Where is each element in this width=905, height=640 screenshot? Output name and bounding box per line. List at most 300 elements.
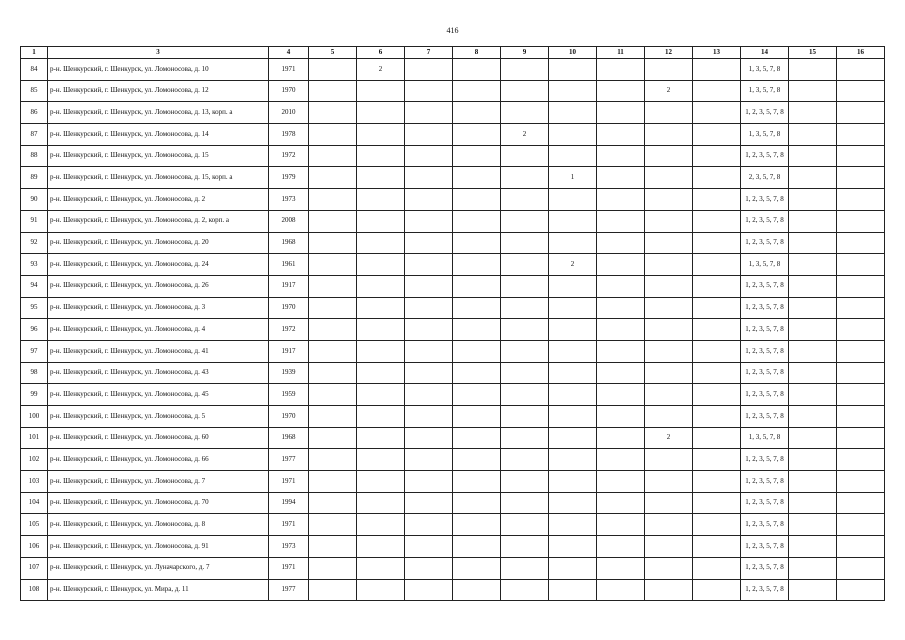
table-cell bbox=[549, 275, 597, 297]
table-cell bbox=[357, 145, 405, 167]
table-cell bbox=[357, 254, 405, 276]
table-cell bbox=[501, 232, 549, 254]
table-cell bbox=[789, 492, 837, 514]
table-cell bbox=[597, 210, 645, 232]
table-cell bbox=[549, 232, 597, 254]
table-cell bbox=[645, 340, 693, 362]
table-cell bbox=[837, 492, 885, 514]
table-cell bbox=[501, 557, 549, 579]
table-cell bbox=[645, 189, 693, 211]
table-cell bbox=[549, 59, 597, 81]
table-cell: 1978 bbox=[269, 124, 309, 146]
column-header-14: 14 bbox=[741, 47, 789, 59]
table-cell bbox=[693, 167, 741, 189]
table-cell bbox=[789, 59, 837, 81]
table-cell: 1, 2, 3, 5, 7, 8 bbox=[741, 189, 789, 211]
table-cell: 2 bbox=[549, 254, 597, 276]
table-cell bbox=[453, 492, 501, 514]
address-cell: р-н. Шенкурский, г. Шенкурск, ул. Ломоносова, д. 60 bbox=[48, 427, 269, 449]
table-row bbox=[21, 362, 885, 384]
address-cell: р-н. Шенкурский, г. Шенкурск, ул. Луначарского, д. 7 bbox=[48, 557, 269, 579]
table-cell bbox=[357, 406, 405, 428]
table-cell bbox=[453, 427, 501, 449]
table-cell bbox=[453, 232, 501, 254]
row-number-cell: 87 bbox=[21, 124, 48, 146]
table-cell bbox=[453, 254, 501, 276]
table-cell bbox=[693, 319, 741, 341]
address-cell: р-н. Шенкурский, г. Шенкурск, ул. Ломоносова, д. 91 bbox=[48, 536, 269, 558]
table-cell: 1971 bbox=[269, 514, 309, 536]
table-cell bbox=[693, 536, 741, 558]
table-cell bbox=[549, 471, 597, 493]
table-cell: 1, 2, 3, 5, 7, 8 bbox=[741, 514, 789, 536]
row-number-cell: 90 bbox=[21, 189, 48, 211]
table-cell: 1, 2, 3, 5, 7, 8 bbox=[741, 232, 789, 254]
table-cell bbox=[693, 362, 741, 384]
table-header-row bbox=[21, 47, 885, 59]
table-cell bbox=[549, 340, 597, 362]
table-cell bbox=[789, 124, 837, 146]
table-cell bbox=[645, 362, 693, 384]
table-cell bbox=[549, 297, 597, 319]
table-cell bbox=[597, 557, 645, 579]
table-cell bbox=[405, 514, 453, 536]
table-cell bbox=[549, 406, 597, 428]
table-cell bbox=[357, 362, 405, 384]
table-cell bbox=[405, 449, 453, 471]
table-cell bbox=[837, 471, 885, 493]
table-cell bbox=[405, 427, 453, 449]
table-cell bbox=[549, 514, 597, 536]
column-header-15: 15 bbox=[789, 47, 837, 59]
column-header-12: 12 bbox=[645, 47, 693, 59]
table-cell bbox=[789, 102, 837, 124]
table-cell bbox=[405, 254, 453, 276]
table-cell bbox=[501, 471, 549, 493]
row-number-cell: 91 bbox=[21, 210, 48, 232]
table-cell bbox=[837, 514, 885, 536]
table-cell bbox=[501, 449, 549, 471]
table-cell bbox=[453, 449, 501, 471]
table-cell bbox=[789, 536, 837, 558]
table-cell bbox=[645, 210, 693, 232]
table-cell bbox=[357, 384, 405, 406]
table-cell bbox=[645, 232, 693, 254]
table-row bbox=[21, 340, 885, 362]
table-cell bbox=[453, 167, 501, 189]
table-cell bbox=[501, 145, 549, 167]
table-cell bbox=[789, 449, 837, 471]
table-cell bbox=[501, 514, 549, 536]
table-cell bbox=[693, 102, 741, 124]
column-header-13: 13 bbox=[693, 47, 741, 59]
table-cell bbox=[405, 210, 453, 232]
table-cell bbox=[309, 449, 357, 471]
row-number-cell: 95 bbox=[21, 297, 48, 319]
table-cell bbox=[837, 427, 885, 449]
table-cell bbox=[645, 124, 693, 146]
table-cell bbox=[453, 579, 501, 601]
table-cell bbox=[405, 297, 453, 319]
table-cell bbox=[501, 210, 549, 232]
data-table bbox=[20, 46, 885, 601]
row-number-cell: 92 bbox=[21, 232, 48, 254]
table-cell bbox=[837, 232, 885, 254]
table-cell bbox=[789, 145, 837, 167]
row-number-cell: 97 bbox=[21, 340, 48, 362]
table-cell bbox=[837, 449, 885, 471]
table-cell bbox=[309, 579, 357, 601]
address-cell: р-н. Шенкурский, г. Шенкурск, ул. Ломоносова, д. 2, корп. а bbox=[48, 210, 269, 232]
table-cell bbox=[501, 189, 549, 211]
table-row bbox=[21, 232, 885, 254]
table-cell bbox=[309, 536, 357, 558]
row-number-cell: 105 bbox=[21, 514, 48, 536]
table-cell bbox=[597, 449, 645, 471]
table-row bbox=[21, 449, 885, 471]
table-cell bbox=[357, 427, 405, 449]
table-row bbox=[21, 319, 885, 341]
table-cell bbox=[309, 362, 357, 384]
table-cell bbox=[549, 557, 597, 579]
table-cell bbox=[309, 232, 357, 254]
table-cell bbox=[837, 210, 885, 232]
table-cell bbox=[453, 340, 501, 362]
row-number-cell: 86 bbox=[21, 102, 48, 124]
table-cell bbox=[549, 189, 597, 211]
table-cell bbox=[453, 471, 501, 493]
table-cell bbox=[405, 319, 453, 341]
table-cell: 1, 2, 3, 5, 7, 8 bbox=[741, 319, 789, 341]
table-cell bbox=[645, 254, 693, 276]
table-cell bbox=[309, 80, 357, 102]
table-cell bbox=[789, 80, 837, 102]
table-cell bbox=[645, 297, 693, 319]
table-cell bbox=[597, 232, 645, 254]
table-cell: 1, 2, 3, 5, 7, 8 bbox=[741, 362, 789, 384]
table-cell bbox=[693, 59, 741, 81]
table-cell: 1, 2, 3, 5, 7, 8 bbox=[741, 557, 789, 579]
table-cell bbox=[549, 384, 597, 406]
table-cell bbox=[789, 297, 837, 319]
table-cell: 1, 2, 3, 5, 7, 8 bbox=[741, 275, 789, 297]
table-cell bbox=[405, 492, 453, 514]
table-cell bbox=[645, 514, 693, 536]
table-cell bbox=[645, 102, 693, 124]
table-cell bbox=[645, 557, 693, 579]
row-number-cell: 103 bbox=[21, 471, 48, 493]
table-cell bbox=[405, 167, 453, 189]
table-cell bbox=[501, 167, 549, 189]
table-cell: 1 bbox=[549, 167, 597, 189]
table-cell bbox=[789, 340, 837, 362]
table-cell bbox=[405, 471, 453, 493]
column-header-16: 16 bbox=[837, 47, 885, 59]
table-cell bbox=[309, 167, 357, 189]
table-cell bbox=[549, 427, 597, 449]
table-row bbox=[21, 297, 885, 319]
row-number-cell: 88 bbox=[21, 145, 48, 167]
table-row bbox=[21, 254, 885, 276]
table-cell: 2, 3, 5, 7, 8 bbox=[741, 167, 789, 189]
table-cell bbox=[357, 189, 405, 211]
table-cell bbox=[837, 59, 885, 81]
table-cell bbox=[837, 406, 885, 428]
table-cell bbox=[309, 492, 357, 514]
address-cell: р-н. Шенкурский, г. Шенкурск, ул. Ломоносова, д. 7 bbox=[48, 471, 269, 493]
row-number-cell: 102 bbox=[21, 449, 48, 471]
table-cell bbox=[789, 362, 837, 384]
table-cell bbox=[549, 579, 597, 601]
table-cell bbox=[309, 254, 357, 276]
row-number-cell: 99 bbox=[21, 384, 48, 406]
table-cell bbox=[789, 254, 837, 276]
table-cell bbox=[693, 427, 741, 449]
table-cell bbox=[597, 124, 645, 146]
table-cell bbox=[549, 362, 597, 384]
table-cell: 1970 bbox=[269, 80, 309, 102]
table-cell bbox=[549, 449, 597, 471]
table-row bbox=[21, 492, 885, 514]
table-cell bbox=[501, 254, 549, 276]
table-cell bbox=[837, 384, 885, 406]
table-cell bbox=[453, 124, 501, 146]
table-cell bbox=[405, 80, 453, 102]
row-number-cell: 85 bbox=[21, 80, 48, 102]
address-cell: р-н. Шенкурский, г. Шенкурск, ул. Ломоносова, д. 5 bbox=[48, 406, 269, 428]
table-cell bbox=[405, 145, 453, 167]
table-cell: 1917 bbox=[269, 275, 309, 297]
table-cell bbox=[597, 80, 645, 102]
table-cell bbox=[597, 362, 645, 384]
table-cell bbox=[357, 319, 405, 341]
table-cell bbox=[549, 102, 597, 124]
table-row bbox=[21, 536, 885, 558]
column-header-10: 10 bbox=[549, 47, 597, 59]
table-cell bbox=[789, 406, 837, 428]
table-cell bbox=[597, 319, 645, 341]
address-cell: р-н. Шенкурский, г. Шенкурск, ул. Ломоносова, д. 4 bbox=[48, 319, 269, 341]
table-cell bbox=[453, 102, 501, 124]
table-cell bbox=[453, 384, 501, 406]
table-cell bbox=[453, 319, 501, 341]
table-cell: 1972 bbox=[269, 319, 309, 341]
table-cell: 1973 bbox=[269, 189, 309, 211]
table-cell bbox=[309, 514, 357, 536]
table-cell: 1, 2, 3, 5, 7, 8 bbox=[741, 102, 789, 124]
table-cell: 1, 2, 3, 5, 7, 8 bbox=[741, 449, 789, 471]
table-cell: 1971 bbox=[269, 557, 309, 579]
address-cell: р-н. Шенкурский, г. Шенкурск, ул. Ломоносова, д. 10 bbox=[48, 59, 269, 81]
table-cell bbox=[357, 536, 405, 558]
table-cell bbox=[837, 189, 885, 211]
table-cell: 1979 bbox=[269, 167, 309, 189]
table-cell bbox=[309, 102, 357, 124]
column-header-5: 5 bbox=[309, 47, 357, 59]
table-row bbox=[21, 406, 885, 428]
table-cell bbox=[645, 167, 693, 189]
table-cell bbox=[309, 427, 357, 449]
table-row bbox=[21, 189, 885, 211]
table-cell bbox=[789, 189, 837, 211]
table-cell bbox=[309, 275, 357, 297]
address-cell: р-н. Шенкурский, г. Шенкурск, ул. Ломоносова, д. 24 bbox=[48, 254, 269, 276]
row-number-cell: 89 bbox=[21, 167, 48, 189]
table-cell bbox=[501, 59, 549, 81]
table-cell bbox=[837, 167, 885, 189]
table-cell: 2 bbox=[501, 124, 549, 146]
table-cell bbox=[693, 145, 741, 167]
table-cell bbox=[837, 362, 885, 384]
table-cell bbox=[597, 427, 645, 449]
row-number-cell: 94 bbox=[21, 275, 48, 297]
table-cell: 1977 bbox=[269, 449, 309, 471]
table-cell bbox=[357, 557, 405, 579]
table-row bbox=[21, 167, 885, 189]
table-cell bbox=[309, 124, 357, 146]
table-cell bbox=[693, 579, 741, 601]
table-cell bbox=[357, 275, 405, 297]
table-cell bbox=[597, 492, 645, 514]
table-cell bbox=[597, 167, 645, 189]
table-cell bbox=[357, 340, 405, 362]
table-cell bbox=[453, 514, 501, 536]
table-cell bbox=[693, 471, 741, 493]
table-cell bbox=[309, 145, 357, 167]
table-cell: 1917 bbox=[269, 340, 309, 362]
table-cell bbox=[357, 124, 405, 146]
table-cell bbox=[693, 557, 741, 579]
table-cell bbox=[453, 557, 501, 579]
address-cell: р-н. Шенкурский, г. Шенкурск, ул. Ломоносова, д. 66 bbox=[48, 449, 269, 471]
table-cell bbox=[597, 579, 645, 601]
row-number-cell: 100 bbox=[21, 406, 48, 428]
table-cell bbox=[597, 145, 645, 167]
table-cell bbox=[309, 210, 357, 232]
table-row bbox=[21, 384, 885, 406]
table-cell bbox=[789, 210, 837, 232]
table-cell bbox=[693, 514, 741, 536]
table-cell bbox=[405, 102, 453, 124]
table-cell bbox=[309, 471, 357, 493]
table-cell bbox=[453, 536, 501, 558]
table-cell bbox=[405, 275, 453, 297]
column-header-9: 9 bbox=[501, 47, 549, 59]
address-cell: р-н. Шенкурский, г. Шенкурск, ул. Мира, д. 11 bbox=[48, 579, 269, 601]
table-cell bbox=[501, 362, 549, 384]
table-cell bbox=[405, 406, 453, 428]
table-cell bbox=[405, 536, 453, 558]
table-cell bbox=[837, 102, 885, 124]
table-cell: 1, 2, 3, 5, 7, 8 bbox=[741, 579, 789, 601]
table-cell bbox=[645, 492, 693, 514]
row-number-cell: 84 bbox=[21, 59, 48, 81]
table-cell: 1, 3, 5, 7, 8 bbox=[741, 254, 789, 276]
table-row bbox=[21, 102, 885, 124]
table-cell bbox=[405, 340, 453, 362]
address-cell: р-н. Шенкурский, г. Шенкурск, ул. Ломоносова, д. 8 bbox=[48, 514, 269, 536]
table-row bbox=[21, 59, 885, 81]
table-cell: 1972 bbox=[269, 145, 309, 167]
table-cell bbox=[789, 514, 837, 536]
table-cell bbox=[501, 275, 549, 297]
address-cell: р-н. Шенкурский, г. Шенкурск, ул. Ломоносова, д. 3 bbox=[48, 297, 269, 319]
table-cell: 1959 bbox=[269, 384, 309, 406]
table-cell bbox=[837, 340, 885, 362]
table-cell bbox=[405, 579, 453, 601]
table-cell: 1, 2, 3, 5, 7, 8 bbox=[741, 297, 789, 319]
column-header-7: 7 bbox=[405, 47, 453, 59]
table-cell bbox=[405, 557, 453, 579]
table-cell: 2 bbox=[645, 427, 693, 449]
table-cell bbox=[693, 232, 741, 254]
table-cell: 1, 2, 3, 5, 7, 8 bbox=[741, 406, 789, 428]
table-row bbox=[21, 579, 885, 601]
table-cell: 1, 3, 5, 7, 8 bbox=[741, 427, 789, 449]
table-cell bbox=[501, 492, 549, 514]
address-cell: р-н. Шенкурский, г. Шенкурск, ул. Ломоносова, д. 43 bbox=[48, 362, 269, 384]
table-cell bbox=[693, 80, 741, 102]
row-number-cell: 107 bbox=[21, 557, 48, 579]
table-cell bbox=[693, 124, 741, 146]
table-cell: 1, 3, 5, 7, 8 bbox=[741, 124, 789, 146]
table-cell bbox=[645, 275, 693, 297]
table-cell bbox=[357, 579, 405, 601]
table-cell: 1971 bbox=[269, 471, 309, 493]
address-cell: р-н. Шенкурский, г. Шенкурск, ул. Ломоносова, д. 2 bbox=[48, 189, 269, 211]
table-cell bbox=[549, 536, 597, 558]
table-cell bbox=[693, 275, 741, 297]
table-cell: 2 bbox=[357, 59, 405, 81]
table-cell bbox=[597, 406, 645, 428]
table-cell bbox=[357, 492, 405, 514]
table-cell: 1994 bbox=[269, 492, 309, 514]
table-cell bbox=[309, 297, 357, 319]
address-cell: р-н. Шенкурский, г. Шенкурск, ул. Ломоносова, д. 41 bbox=[48, 340, 269, 362]
table-cell: 1, 2, 3, 5, 7, 8 bbox=[741, 210, 789, 232]
table-cell bbox=[693, 492, 741, 514]
table-cell bbox=[837, 275, 885, 297]
table-row bbox=[21, 210, 885, 232]
row-number-cell: 106 bbox=[21, 536, 48, 558]
address-cell: р-н. Шенкурский, г. Шенкурск, ул. Ломоносова, д. 15, корп. а bbox=[48, 167, 269, 189]
table-cell bbox=[837, 319, 885, 341]
column-header-1: 1 bbox=[21, 47, 48, 59]
table-cell bbox=[789, 557, 837, 579]
table-cell bbox=[645, 384, 693, 406]
table-cell bbox=[597, 471, 645, 493]
table-cell: 1, 2, 3, 5, 7, 8 bbox=[741, 145, 789, 167]
table-cell bbox=[837, 145, 885, 167]
row-number-cell: 96 bbox=[21, 319, 48, 341]
table-cell bbox=[645, 449, 693, 471]
table-cell bbox=[693, 254, 741, 276]
table-row bbox=[21, 275, 885, 297]
table-cell bbox=[453, 362, 501, 384]
table-cell bbox=[501, 579, 549, 601]
table-cell bbox=[597, 275, 645, 297]
table-cell bbox=[501, 319, 549, 341]
table-cell bbox=[645, 579, 693, 601]
table-row bbox=[21, 80, 885, 102]
table-cell bbox=[405, 384, 453, 406]
table-row bbox=[21, 557, 885, 579]
row-number-cell: 108 bbox=[21, 579, 48, 601]
table-cell bbox=[309, 189, 357, 211]
table-cell bbox=[597, 297, 645, 319]
table-cell bbox=[501, 102, 549, 124]
table-cell bbox=[309, 557, 357, 579]
